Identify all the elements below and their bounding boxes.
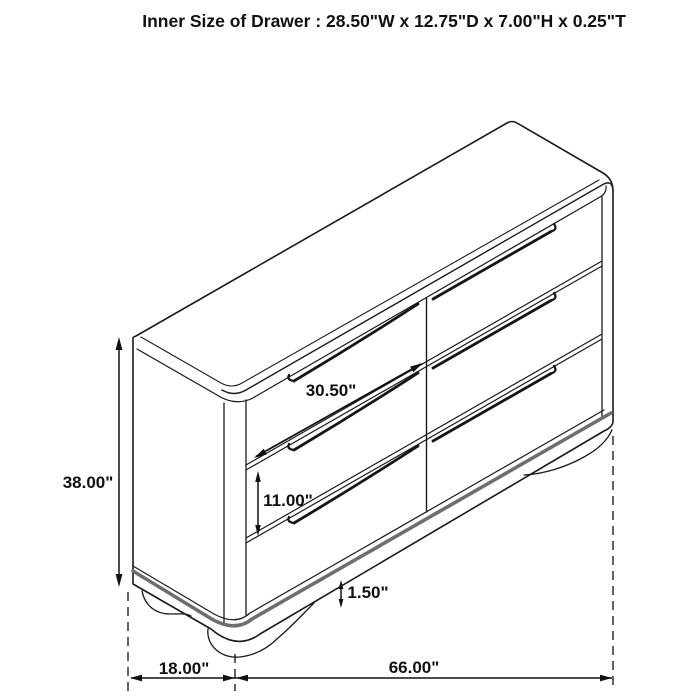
height-arrowhead-down: [116, 574, 123, 587]
depth-arrowhead-right: [223, 675, 235, 682]
dresser-drawing: [133, 122, 613, 658]
height-arrowhead-up: [116, 337, 123, 350]
label-base-clearance: 1.50": [347, 583, 389, 602]
width-arrowhead-left: [236, 675, 248, 682]
label-overall-height: 38.00": [62, 473, 114, 492]
diagram-title: Inner Size of Drawer : 28.50"W x 12.75"D x 7.00"H x 0.25"T: [142, 11, 626, 31]
depth-arrowhead-left: [130, 675, 142, 682]
label-width: 66.00": [388, 658, 440, 677]
dresser-body-outline: [133, 122, 613, 642]
width-arrowhead-right: [600, 675, 612, 682]
label-depth: 18.00": [158, 659, 210, 678]
label-drawer-width: 30.50": [305, 381, 357, 400]
base-clearance-arrowhead-down: [339, 599, 344, 608]
label-drawer-face-height: 11.00": [263, 491, 313, 510]
